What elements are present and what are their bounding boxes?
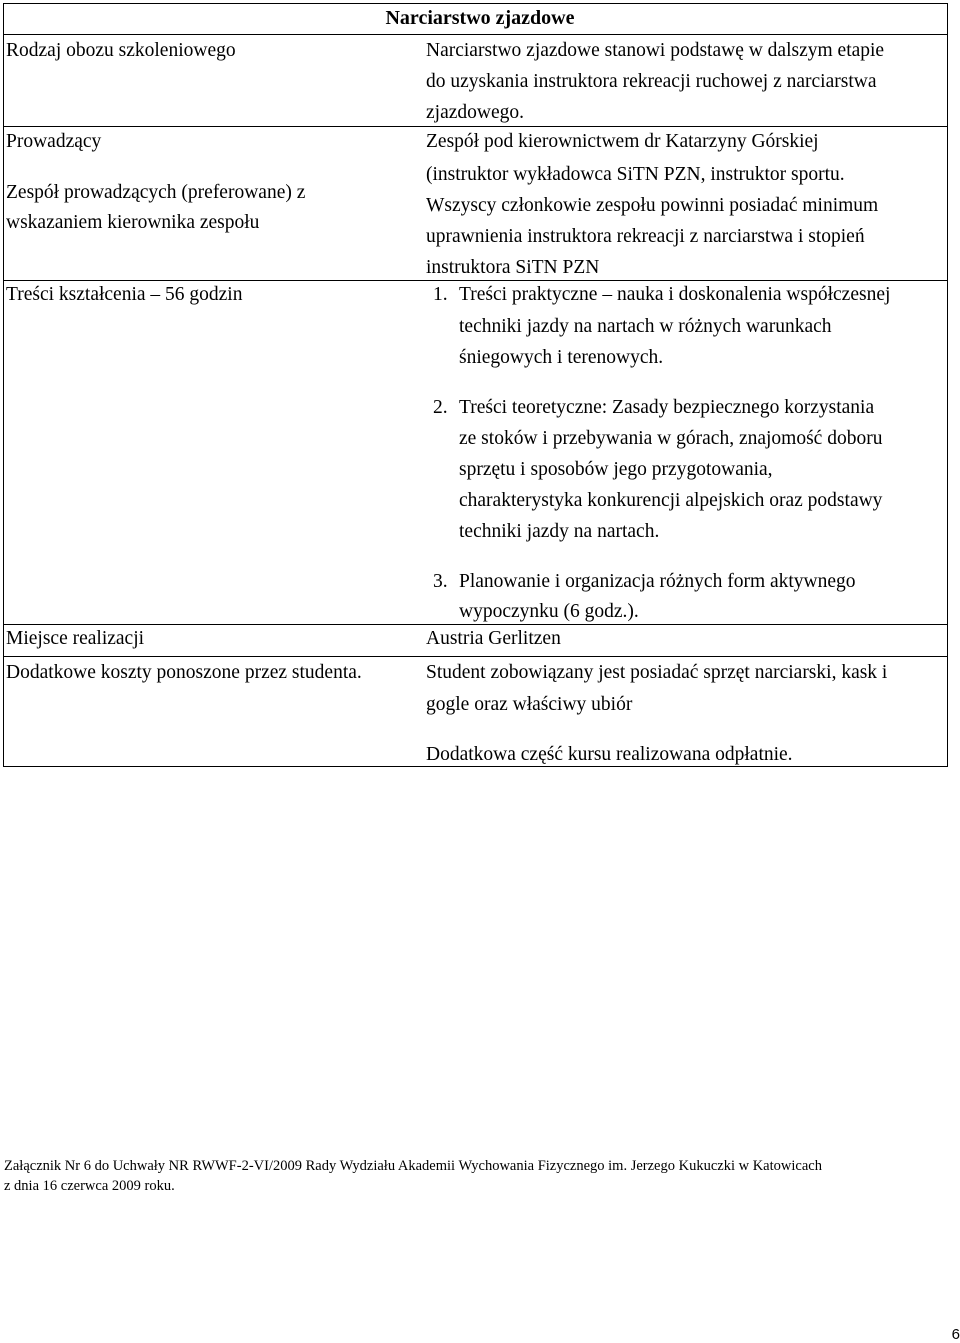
row-value-line: Dodatkowa część kursu realizowana odpłatnie. bbox=[426, 744, 793, 765]
row-value-line: instruktora SiTN PZN bbox=[426, 257, 600, 278]
row-value-line: Wszyscy członkowie zespołu powinni posiadać minimum bbox=[426, 195, 879, 216]
row-value-line: do uzyskania instruktora rekreacji ruchowej z narciarstwa bbox=[426, 71, 877, 92]
list-item-line: techniki jazdy na nartach w różnych warunkach bbox=[459, 316, 832, 337]
list-item-line: Planowanie i organizacja różnych form aktywnego bbox=[459, 571, 856, 592]
list-item-line: ze stoków i przebywania w górach, znajomość doboru bbox=[459, 428, 883, 449]
row-label-content: Treści kształcenia – 56 godzin bbox=[6, 284, 243, 305]
list-item-line: śniegowych i terenowych. bbox=[459, 347, 664, 368]
footer-note: Załącznik Nr 6 do Uchwały NR RWWF-2-VI/2009 Rady Wydziału Akademii Wychowania Fizycznego im. Jerzego Kukuczki w Katowicach bbox=[4, 1158, 822, 1174]
list-item-line: wypoczynku (6 godz.). bbox=[459, 601, 639, 622]
list-item-line: Treści teoretyczne: Zasady bezpiecznego korzystania bbox=[459, 397, 875, 418]
list-item-line: Treści praktyczne – nauka i doskonalenia współczesnej bbox=[459, 284, 891, 305]
row-value-line: zjazdowego. bbox=[426, 102, 524, 123]
row-value-line: uprawnienia instruktora rekreacji z narciarstwa i stopień bbox=[426, 226, 865, 247]
page-number: 6 bbox=[951, 1326, 960, 1343]
list-item-number: 3. bbox=[433, 571, 448, 592]
row-label-extra-costs: Dodatkowe koszty ponoszone przez studenta. bbox=[6, 662, 362, 683]
row-value-line: (instruktor wykładowca SiTN PZN, instruktor sportu. bbox=[426, 164, 845, 185]
list-item-number: 1. bbox=[433, 284, 448, 305]
footer-note: z dnia 16 czerwca 2009 roku. bbox=[4, 1178, 175, 1194]
row-label-leader: Prowadzący bbox=[6, 131, 102, 152]
row-value-line: Zespół pod kierownictwem dr Katarzyny Górskiej bbox=[426, 131, 819, 152]
row-label-team: Zespół prowadzących (preferowane) z bbox=[6, 182, 306, 203]
row-label-location: Miejsce realizacji bbox=[6, 628, 145, 649]
row-label-team: wskazaniem kierownika zespołu bbox=[6, 212, 260, 233]
row-value-line: Student zobowiązany jest posiadać sprzęt narciarski, kask i bbox=[426, 662, 888, 683]
list-item-number: 2. bbox=[433, 397, 448, 418]
row-value-line: Narciarstwo zjazdowe stanowi podstawę w dalszym etapie bbox=[426, 40, 885, 61]
list-item-line: charakterystyka konkurencji alpejskich oraz podstawy bbox=[459, 490, 883, 511]
row-value-line: gogle oraz właściwy ubiór bbox=[426, 694, 633, 715]
row-value-line: Austria Gerlitzen bbox=[426, 628, 561, 649]
list-item-line: techniki jazdy na nartach. bbox=[459, 521, 660, 542]
list-item-line: sprzętu i sposobów jego przygotowania, bbox=[459, 459, 773, 480]
row-label-camp-type: Rodzaj obozu szkoleniowego bbox=[6, 40, 236, 61]
table-title: Narciarstwo zjazdowe bbox=[385, 7, 575, 29]
